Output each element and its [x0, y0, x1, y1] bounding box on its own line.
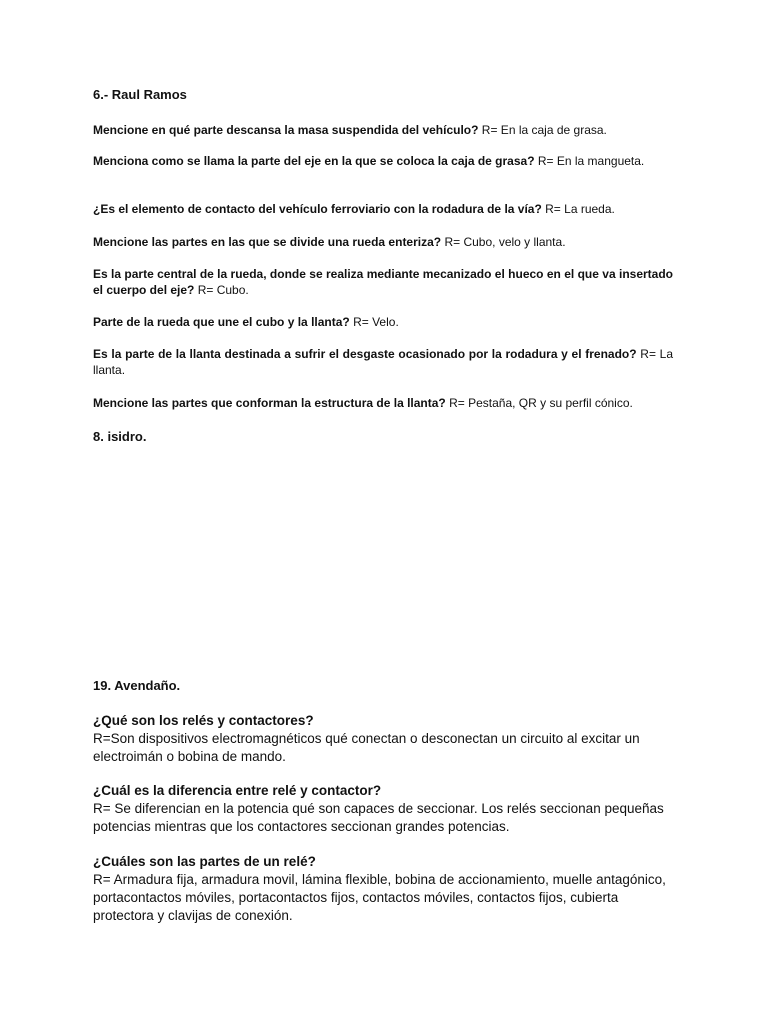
answer-text: R= En la caja de grasa. [478, 123, 607, 137]
qa-item [93, 782, 673, 836]
qa-item [93, 853, 673, 925]
section-heading-19: 19. Avendaño. [93, 678, 181, 693]
qa-item [93, 314, 673, 330]
question-text: Es la parte de la llanta destinada a sufrir el desgaste ocasionado por la rodadura y el frenado? [93, 347, 637, 361]
answer-text: R= Velo. [349, 315, 399, 329]
answer-text: R=Son dispositivos electromagnéticos qué conectan o desconectan un circuito al excitar un electroimán o bobina de mando. [93, 731, 640, 764]
qa-item [93, 266, 673, 298]
answer-text: R= Se diferencian en la potencia qué son capaces de seccionar. Los relés seccionan pequeñas potencias mientras que los contactores seccionan grandes potencias. [93, 801, 664, 834]
question-text: ¿Cuál es la diferencia entre relé y contactor? [93, 783, 382, 798]
qa-item [93, 346, 673, 378]
section-heading-8: 8. isidro. [93, 429, 147, 444]
qa-item [93, 395, 673, 411]
answer-text: R= En la mangueta. [534, 154, 645, 168]
qa-item [93, 153, 673, 169]
question-text: Menciona como se llama la parte del eje en la que se coloca la caja de grasa? [93, 154, 535, 168]
question-text: Mencione las partes que conforman la estructura de la llanta? [93, 396, 446, 410]
answer-text: R= La llanta. [93, 347, 673, 377]
question-text: Mencione en qué parte descansa la masa suspendida del vehículo? [93, 123, 479, 137]
qa-item [93, 712, 673, 766]
qa-item [93, 234, 673, 250]
answer-text: R= Armadura fija, armadura movil, lámina flexible, bobina de accionamiento, muelle antagónico, portacontactos móviles, portacontactos fijos, contactos móviles, contactos fijos, cubierta protectora y clavijas de conexión. [93, 872, 666, 923]
question-text: Es la parte central de la rueda, donde se realiza mediante mecanizado el hueco en el que va insertado el cuerpo del eje? [93, 267, 673, 297]
question-text: ¿Qué son los relés y contactores? [93, 713, 314, 728]
answer-text: R= La rueda. [541, 202, 615, 216]
qa-item [93, 201, 673, 217]
question-text: ¿Es el elemento de contacto del vehículo ferroviario con la rodadura de la vía? [93, 202, 542, 216]
answer-text: R= Cubo. [194, 283, 249, 297]
answer-text: R= Pestaña, QR y su perfil cónico. [445, 396, 633, 410]
qa-item [93, 122, 673, 138]
answer-text: R= Cubo, velo y llanta. [441, 235, 566, 249]
question-text: ¿Cuáles son las partes de un relé? [93, 854, 316, 869]
question-text: Mencione las partes en las que se divide una rueda enteriza? [93, 235, 442, 249]
question-text: Parte de la rueda que une el cubo y la llanta? [93, 315, 350, 329]
section-heading-6: 6.- Raul Ramos [93, 87, 187, 102]
